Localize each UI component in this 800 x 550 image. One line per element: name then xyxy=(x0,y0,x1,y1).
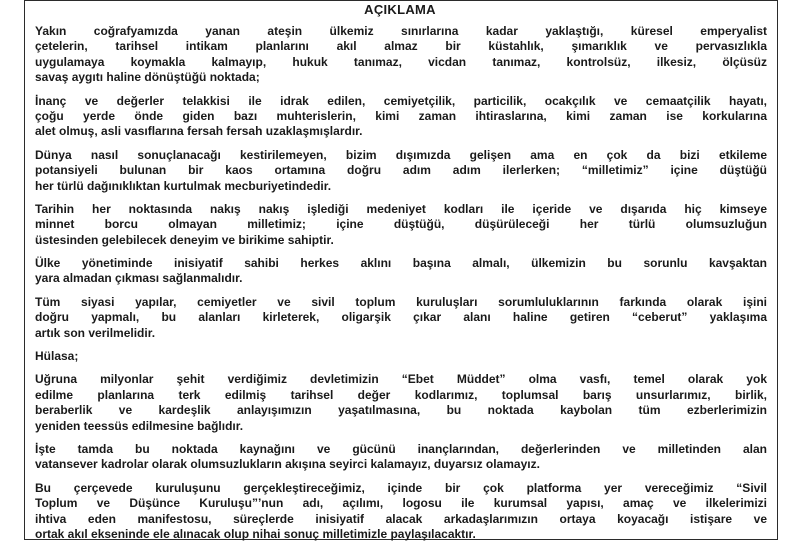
paragraph-8 xyxy=(35,372,767,434)
document-body xyxy=(35,24,767,550)
paragraph-line: uygulamaya koymakla kalmayıp, hukuk tanımaz, vicdan tanımaz, kontrolsüz, ilkesiz, ölçüsüz xyxy=(35,54,767,69)
paragraph-line: doğru yapmalı, bu alanları kirleterek, oligarşik çıkar alanı haline getiren “ceberut” yaklaşıma xyxy=(35,310,767,325)
paragraph-line: Ülke yönetiminde inisiyatif sahibi herkes aklını başına almalı, ülkemizin bu sorunlu kavşaktan xyxy=(35,256,767,271)
paragraph-line: çetelerin, tarihsel intikam planlarını akıl almaz bir küstahlık, şımarıklık ve pervasızlıkla xyxy=(35,39,767,54)
document-title: AÇIKLAMA xyxy=(364,2,436,17)
paragraph-line: vatansever kadrolar olarak olumsuzlukların akışına seyirci kalamayız, duyarsız olamayız. xyxy=(35,457,540,472)
paragraph-line: savaş aygıtı haline dönüştüğü noktada; xyxy=(35,70,260,85)
paragraph-line: alet olmuş, asli vasıflarına fersah fersah uzaklaşmışlardır. xyxy=(35,124,363,139)
paragraph-line: edilme planlarına terk edilmiş tarihsel değer kodlarımız, toplumsal barış unsurlarımız, birlik, xyxy=(35,387,767,402)
paragraph-line: İşte tamda bu noktada kaynağını ve gücünü inançlarından, değerlerinden ve milletinden alan xyxy=(35,441,767,456)
paragraph-6 xyxy=(35,295,767,341)
paragraph-4 xyxy=(35,202,767,248)
paragraph-line: Dünya nasıl sonuçlanacağı kestirilemeyen, bizim dışımızda gelişen ama en çok da bizi etkileme xyxy=(35,147,767,162)
paragraph-line: Uğruna milyonlar şehit verdiğimiz devletimizin “Ebet Müddet” olma vasfı, temel olarak yok xyxy=(35,372,767,387)
paragraph-line: yeniden teessüs edilmesine bağlıdır. xyxy=(35,418,244,433)
paragraph-9 xyxy=(35,442,767,473)
paragraph-line: üstesinden gelebilecek deneyim ve birikime sahiptir. xyxy=(35,232,334,247)
paragraph-line: ortak akıl ekseninde ele alınacak olup nihai sonuç milletimizle paylaşılacaktır. xyxy=(35,526,476,541)
paragraph-line: minnet borcu olmayan milletimiz; içine düştüğü, düşürüleceği her türlü olumsuzluğun xyxy=(35,217,767,232)
paragraph-line: beraberlik ve kardeşlik anlayışımızın yaşatılmasına, bu noktada kaybolan tüm ezberlerimizin xyxy=(35,403,767,418)
paragraph-7 xyxy=(35,349,767,364)
paragraph-line: Tüm siyasi yapılar, cemiyetler ve sivil toplum kuruluşları sorumluluklarının farkında olarak işini xyxy=(35,294,767,309)
paragraph-line: Hülasa; xyxy=(35,349,79,364)
paragraph-line: potansiyeli bulunan bir kaos ortamına doğru adım adım ilerlerken; “milletimiz” içine düştüğü xyxy=(35,163,767,178)
paragraph-line: Bu çerçevede kuruluşunu gerçekleştireceğimiz, içinde bir çok platforma yer vereceğimiz “Sivil xyxy=(35,480,767,495)
paragraph-line: Yakın coğrafyamızda yanan ateşin ülkemiz sınırlarına kadar yaklaştığı, küresel emperyalist xyxy=(35,24,767,38)
paragraph-10 xyxy=(35,481,767,543)
paragraph-2 xyxy=(35,94,767,140)
paragraph-line: ihtiva eden manifestosu, süreçlerde inisiyatif alacak arkadaşlarımızın ortaya koyacağı istişare ve xyxy=(35,511,767,526)
paragraph-line: artık son verilmelidir. xyxy=(35,325,156,340)
paragraph-line: Tarihin her noktasında nakış nakış işlediği medeniyet kodları ile içeride ve dışarıda hiç kimseye xyxy=(35,201,767,216)
paragraph-1 xyxy=(35,24,767,86)
paragraph-3 xyxy=(35,148,767,194)
paragraph-5 xyxy=(35,256,767,287)
paragraph-line: Toplum ve Düşünce Kuruluşu”’nun adı, açılımı, logosu ile kurumsal yapısı, amaç ve ilkelerimizi xyxy=(35,496,767,511)
paragraph-line: İnanç ve değerler telakkisi ile idrak edilen, cemiyetçilik, particilik, ocakçılık ve cemaatçilik hayatı, xyxy=(35,93,767,108)
paragraph-line: çoğu yerde önde giden bazı muhterislerin, kimi zaman ihtiraslarına, kimi zaman ise korkularına xyxy=(35,108,767,123)
paragraph-line: her türlü dağınıklıktan kurtulmak mecburiyetindedir. xyxy=(35,178,332,193)
paragraph-line: yara almadan çıkması sağlanmalıdır. xyxy=(35,271,243,286)
